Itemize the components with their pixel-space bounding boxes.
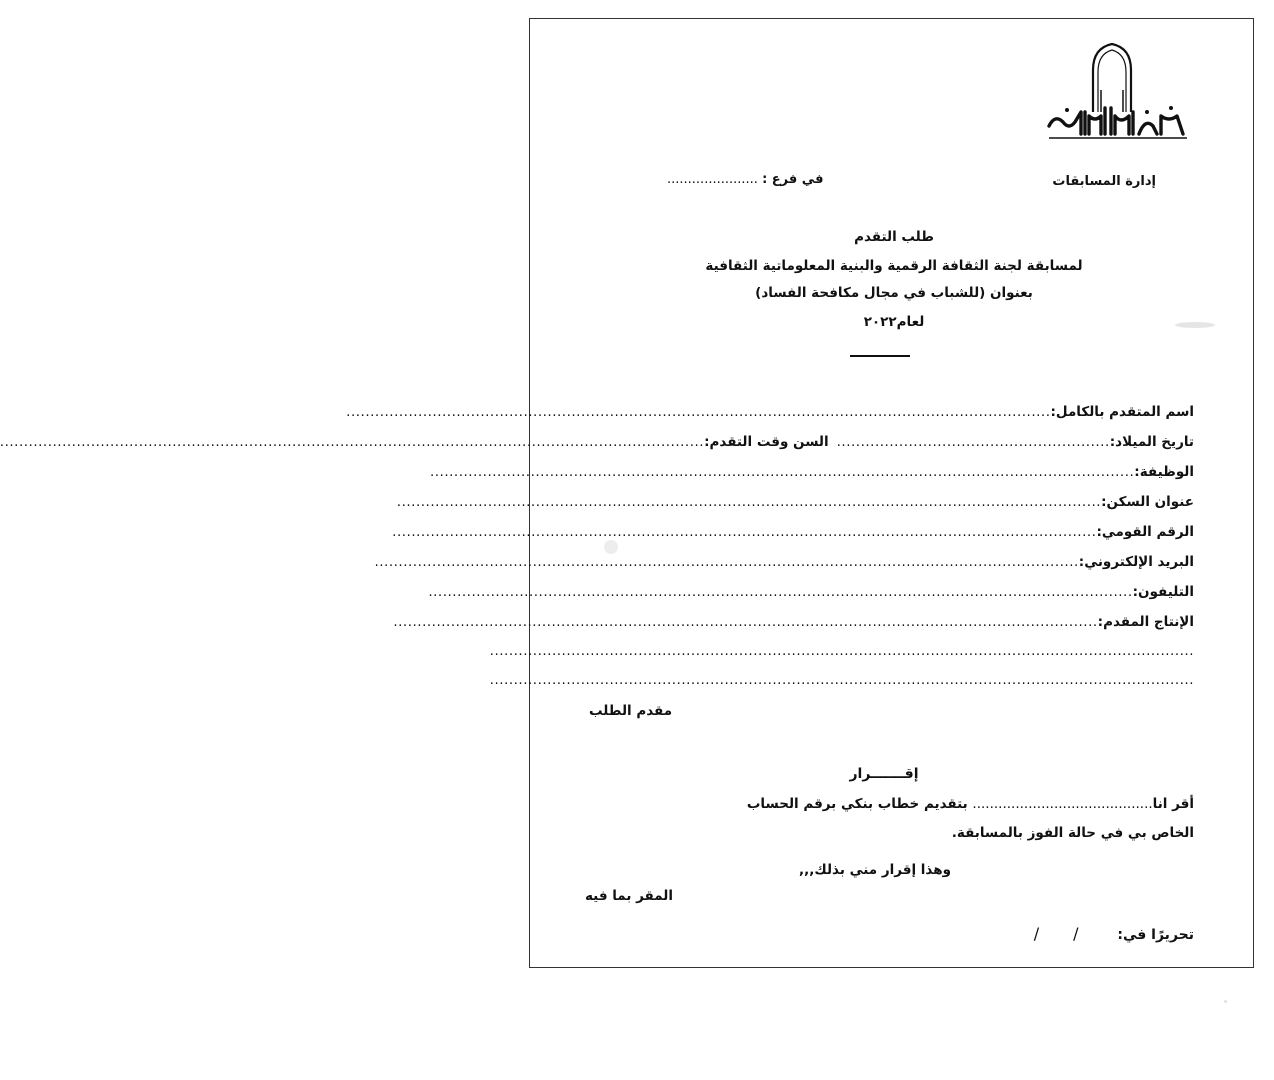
competition-year: لعام٢٠٢٢ — [863, 314, 925, 330]
declaration-start: أقر انا — [1152, 796, 1194, 812]
submitted-work-label: الإنتاج المقدم: — [1097, 614, 1194, 630]
birth-age-row — [0, 434, 1194, 450]
address-row — [396, 494, 1194, 510]
address-blank[interactable]: ................................................................................................................................................... — [396, 494, 1102, 510]
job-label: الوظيفة: — [1134, 464, 1194, 480]
submitted-work-row — [393, 614, 1194, 630]
date-separator-1: / — [1073, 924, 1079, 943]
submitted-work-line-3 — [489, 672, 1194, 688]
email-blank[interactable]: ................................................................................................................................................... — [374, 554, 1079, 570]
scan-speck — [1224, 1000, 1227, 1003]
form-title: طلب التقدم — [854, 229, 934, 245]
national-id-row — [392, 524, 1194, 540]
declaration-line-3: وهذا إقرار مني بذلك,,, — [799, 862, 951, 878]
submitted-work-blank-2[interactable]: ................................................................................................................................................... — [489, 643, 1194, 659]
title-underline — [850, 355, 910, 357]
birth-date-label: تاريخ الميلاد: — [1109, 434, 1194, 450]
birth-date-blank[interactable]: ......................................................... — [836, 434, 1110, 450]
email-row — [374, 554, 1194, 570]
competition-subtitle: بعنوان (للشباب في مجال مكافحة الفساد) — [755, 285, 1033, 301]
dated-label: تحريرًا في: — [1117, 927, 1194, 943]
full-name-label: اسم المتقدم بالكامل: — [1050, 404, 1194, 420]
declaration-line-2: الخاص بي في حالة الفوز بالمسابقة. — [951, 825, 1194, 841]
declarant-name-blank[interactable]: .......................................... — [972, 796, 1153, 812]
branch-field — [667, 172, 823, 187]
phone-row — [428, 584, 1194, 600]
declaration-end: بتقديم خطاب بنكي برقم الحساب — [746, 796, 968, 812]
scan-speck — [604, 540, 618, 554]
submitted-work-blank[interactable]: ................................................................................................................................................... — [393, 614, 1098, 630]
national-id-blank[interactable]: ................................................................................................................................................... — [392, 524, 1097, 540]
branch-dots: ...................... — [667, 172, 758, 187]
full-name-blank[interactable]: ................................................................................................................................................... — [346, 404, 1051, 420]
declaration-line-1 — [747, 796, 1194, 812]
age-blank[interactable]: ................................................................................................................................................... — [0, 434, 705, 450]
department-label: إدارة المسابقات — [1052, 174, 1156, 189]
email-label: البريد الإلكتروني: — [1078, 554, 1194, 570]
applicant-signature-label: مقدم الطلب — [589, 703, 673, 719]
dated-row — [1034, 924, 1194, 943]
phone-blank[interactable]: ................................................................................................................................................... — [428, 584, 1133, 600]
date-separator-2: / — [1033, 924, 1040, 943]
competition-name: لمسابقة لجنة الثقافة الرقمية والبنية المعلوماتية الثقافية — [705, 258, 1083, 274]
national-id-label: الرقم القومي: — [1096, 524, 1194, 540]
age-label: السن وقت التقدم: — [704, 434, 829, 450]
phone-label: التليفون: — [1132, 584, 1194, 600]
branch-label: في فرع : — [762, 172, 824, 187]
job-blank[interactable]: ................................................................................................................................................... — [429, 464, 1135, 480]
submitted-work-blank-3[interactable]: ................................................................................................................................................... — [489, 672, 1194, 688]
declaration-title: إقـــــــرار — [849, 766, 919, 782]
council-logo — [1045, 42, 1191, 146]
scan-speck — [1175, 322, 1215, 328]
address-label: عنوان السكن: — [1101, 494, 1194, 510]
job-row — [429, 464, 1194, 480]
declarant-signature-label: المقر بما فيه — [585, 888, 673, 904]
submitted-work-line-2 — [489, 643, 1194, 659]
full-name-row — [346, 404, 1194, 420]
